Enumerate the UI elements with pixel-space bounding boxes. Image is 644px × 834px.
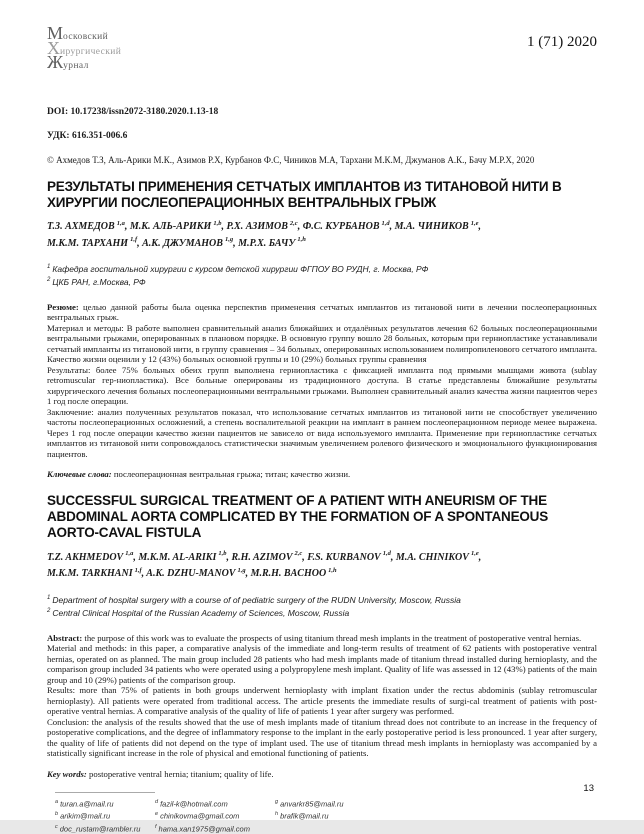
- logo-word-1: осковский: [63, 32, 109, 42]
- author-ru: А.К. ДЖУМАНОВ $^{1,g}$ ,: [142, 238, 238, 249]
- abstract-ru-results: Результаты: более 75% больных обеих групп выполнена герниопластика с фиксацией импланта под прямыми мышцами живота (sublay retromuscular гер-ниопластика). Все больные оперированы из традиционного доступа. В статье представлены ближайшие результаты хирургического лечения больных послеоперационными вентральными грыжами. Выполнен сравнительный анализ качества жизни пациентов через 1 год после операции.: [47, 364, 597, 407]
- abstract-en-conclusion: Conclusion: the analysis of the results showed that the use of mesh implants made of titanium thread does not contribute to an increase in the frequency of postoperative complications, and the degree of inflammatory response to the implant in the early postoperative period is less pronounced. 1 year after surgery, the quality of life of patients did not depend on the type of implant used. The use of titanium thread mesh implants in hernioplasty was accompanied by a statistically significant increase in the role of physical and emotional functioning of patients.: [47, 716, 597, 759]
- article-title-ru: РЕЗУЛЬТАТЫ ПРИМЕНЕНИЯ СЕТЧАТЫХ ИМПЛАНТОВ ИЗ ТИТАНОВОЙ НИТИ В ХИРУРГИИ ПОСЛЕОПЕРАЦИОННЫХ ВЕНТРАЛЬНЫХ ГРЫЖ: [47, 178, 562, 210]
- keywords-en: Key words: postoperative ventral hernia; titanium; quality of life.: [47, 768, 274, 779]
- abstract-ru-resume: Резюме: целью данной работы была оценка перспектив применения сетчатых имплантов из титановой нити в лечении послеоперационных вентральных грыж.: [47, 301, 598, 323]
- affiliation-ru-2: $^2$ ЦКБ РАН, г.Москва, РФ: [47, 276, 146, 287]
- author-en: M.K.M. TARKHANI $^{1,f}$ ,: [47, 568, 146, 579]
- authors-ru: [47, 217, 597, 251]
- author-en: M.R.H. BACHOO $^{1,h}$: [250, 567, 337, 580]
- affiliation-en-2: $^2$ Central Clinical Hospital of the Russian Academy of Sciences, Moscow, Russia: [47, 607, 350, 618]
- footnote-email: $^e$ chinikovma@gmail.com: [155, 811, 240, 821]
- author-ru: М.К. АЛЬ-АРИКИ $^{1,b}$ ,: [130, 221, 227, 232]
- footnote-divider: [55, 792, 155, 793]
- keywords-en-label: Key words:: [47, 768, 87, 779]
- authors-en-line-2: [47, 564, 597, 581]
- abstract-en-label: Abstract:: [47, 632, 83, 643]
- issue-number: 1 (71) 2020: [527, 34, 597, 50]
- affiliation-en-1: $^1$ Department of hospital surgery with a course of of pediatric surgery of the RUDN University, Moscow, Russia: [47, 594, 461, 605]
- footnote-col-2: [155, 797, 275, 834]
- authors-ru-line-2: [47, 233, 597, 250]
- author-en: M.K.M. AL-ARIKI $^{1,b}$ ,: [138, 552, 231, 563]
- footnote-email: $^b$ arikim@mail.ru: [55, 811, 111, 821]
- article-title-en: SUCCESSFUL SURGICAL TREATMENT OF A PATIENT WITH ANEURISM OF THE ABDOMINAL AORTA COMPLICATED BY THE FORMATION OF A SPONTANEOUS AORTO-CAVAL FISTULA: [47, 493, 549, 541]
- author-en: T.Z. AKHMEDOV $^{1,a}$ ,: [47, 552, 138, 563]
- authors-ru-line-1: [47, 217, 597, 234]
- affiliation-ru-1: $^1$ Кафедра госпитальной хирургии с курсом детской хирургии ФГПОУ ВО РУДН, г. Москва, РФ: [47, 263, 429, 274]
- keywords-ru-label: Ключевые слова:: [47, 469, 112, 480]
- abstract-en-purpose: Abstract: the purpose of this work was to evaluate the prospects of using titanium thread mesh implants in the treatment of postoperative ventral hernias.: [47, 632, 582, 643]
- affiliations-ru: [47, 262, 597, 288]
- abstract-en: [47, 633, 597, 759]
- logo-word-2: ирургический: [60, 46, 122, 57]
- footnote-col-3: [275, 797, 375, 834]
- footnote-columns: [47, 797, 597, 834]
- logo-initial-zh: Ж: [47, 52, 64, 72]
- logo-initial-h: Х: [47, 37, 60, 58]
- logo-initial-m: М: [47, 23, 64, 43]
- footnote-col-1: [55, 797, 155, 834]
- author-ru: М.А. ЧИНИКОВ $^{1,e}$ ,: [395, 221, 481, 232]
- authors-en: [47, 547, 597, 581]
- page-number: 13: [583, 783, 594, 794]
- footnote-email: $^a$ turan.a@mail.ru: [55, 798, 114, 809]
- abstract-ru-label: Резюме:: [47, 301, 79, 312]
- author-ru: Р.Х. АЗИМОВ $^{2,c}$ ,: [226, 221, 302, 232]
- author-ru: М.К.М. ТАРХАНИ $^{1,f}$ ,: [47, 238, 142, 249]
- logo-line-3: [47, 52, 121, 72]
- logo-word-3: урнал: [63, 61, 89, 71]
- author-en: R.H. AZIMOV $^{2,c}$ ,: [231, 552, 307, 563]
- author-ru: Ф.С. КУРБАНОВ $^{1,d}$ ,: [303, 221, 395, 232]
- footnotes: [47, 792, 597, 834]
- page-header: [47, 23, 597, 72]
- keywords-ru: Ключевые слова: послеоперационная вентральная грыжа; титан; качество жизни.: [47, 469, 351, 480]
- author-en: F.S. KURBANOV $^{1,d}$ ,: [307, 552, 396, 563]
- journal-logo: [47, 23, 122, 72]
- abstract-en-results: Results: more than 75% of patients in both groups underwent hernioplasty with implant fixation under the rectus abdominis (sublay retromuscular hernioplasty). All patients were operated from traditional access. The article presents the immediate results of surgi-cal treatment of patients with post-operative ventral hernias. A comparative analysis of the quality of life of patients 1 year after surgery was performed.: [47, 685, 597, 717]
- footnote-email: $^d$ fazil-k@hotmail.com: [155, 798, 228, 809]
- footnote-email: $^g$ anvarkr85@mail.ru: [275, 798, 344, 809]
- udc-line: УДК: 616.351-006.6: [47, 130, 128, 141]
- author-en: A.K. DZHU-MANOV $^{1,g}$ ,: [146, 568, 250, 579]
- author-en: M.A. CHINIKOV $^{1,e}$ ,: [396, 552, 481, 563]
- author-ru: М.Р.Х. БАЧУ $^{1,h}$: [238, 236, 306, 249]
- doi-line: DOI: 10.17238/issn2072-3180.2020.1.13-18: [47, 106, 219, 117]
- abstract-ru: [47, 302, 597, 460]
- authors-en-line-1: [47, 547, 597, 564]
- footnote-email: $^f$ hama.xan1975@gmail.com: [155, 823, 250, 834]
- abstract-en-methods: Material and methods: in this paper, a comparative analysis of the immediate and long-term results of treatment of 62 patients with postoperative ventral hernias, operated on as planned. The main group included 28 patients who had mesh implants made of titanium thread installed during hernioplasty, and the comparison group included 34 patients who were operated using a polypropylene mesh implant. Quality of life was assessed in 12 (43%) patients of the main group and 10 (29%) patients of the comparison group.: [47, 643, 597, 685]
- abstract-ru-methods: Материал и методы: В работе выполнен сравнительный анализ ближайших и отдалённых результатов лечения 62 больных послеоперационными вентральными грыжами, оперированных в плановом порядке. В основную группу вошло 28 больных, которым при герниопластике устанавливали сетчатый импланты из титановой нити, в группу сравнения – 34 больных, оперированных использованием полипропиленового сетчатого импланта. Качество жизни оценили у 12 (43%) больных основной группы и 10 (29%) больных группы сравнения: [47, 322, 597, 365]
- footnote-email: $^c$ doc_rustam@rambler.ru: [55, 823, 141, 834]
- abstract-ru-conclusion: Заключение: анализ полученных результатов показал, что использование сетчатых имплантов из титановой нити не способствует увеличению частоты послеоперационных осложнений, а степень воспалительной реакции на имплант в раннем послеоперационном периоде менее выражена. Через 1 год после операции качество жизни пациентов не зависело от вида используемого импланта. Применение при герниопластике сетчатых имплантов из титановой нити сопровождалось статистически значимым увеличением ролевого физического и эмоционального функционирования пациентов.: [47, 406, 597, 459]
- footnote-email: $^h$ brafik@mail.ru: [275, 811, 329, 821]
- affiliations-en: [47, 593, 597, 619]
- copyright-line: © Ахмедов Т.З, Аль-Арики М.К., Азимов Р.Х, Курбанов Ф.С, Чиников М.А, Тархани М.К.М, Джуманов А.К., Бачу М.Р.Х, 2020: [47, 154, 535, 165]
- author-ru: Т.З. АХМЕДОВ $^{1,a}$ ,: [47, 221, 130, 232]
